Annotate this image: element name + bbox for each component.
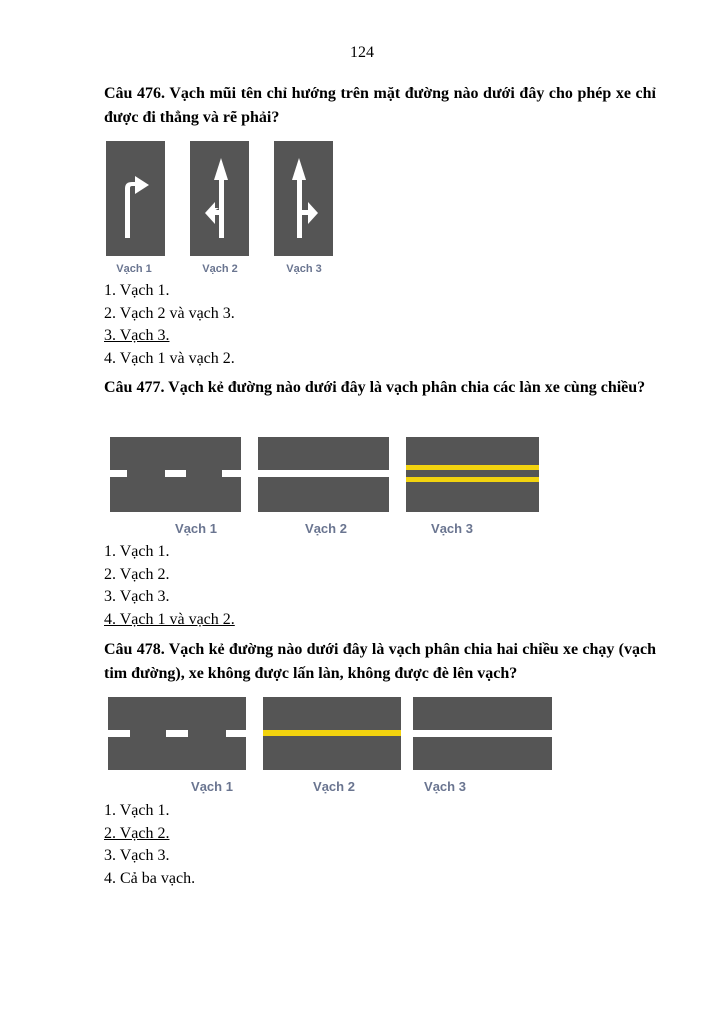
question-476-options [104, 280, 235, 370]
question-476-figure [104, 140, 336, 258]
center-marking-1 [108, 697, 246, 770]
dashed-white-line [222, 470, 241, 477]
road-tile [274, 141, 333, 256]
q478-caption-2: Vạch 2 [313, 779, 355, 794]
option-4: 4. Cả ba vạch. [104, 869, 196, 887]
option-3-correct: 3. Vạch 3. [104, 327, 170, 344]
question-476-text: Câu 476. Vạch mũi tên chỉ hướng trên mặt đường nào dưới đây cho phép xe chỉ được đi thẳng và rẽ phải? [104, 85, 656, 126]
solid-white-line [258, 470, 389, 477]
q478-caption-3: Vạch 3 [424, 779, 466, 794]
question-478-text: Câu 478. Vạch kẻ đường nào dưới đây là vạch phân chia hai chiều xe chạy (vạch tim đường), xe không được lấn làn, không được đè lên vạch? [104, 641, 656, 682]
question-477-figure [108, 436, 542, 514]
dashed-white-line [165, 470, 186, 477]
option-3: 3. Vạch 3. [104, 588, 170, 605]
question-478-figure [106, 696, 554, 772]
option-4-correct: 4. Vạch 1 và vạch 2. [104, 610, 235, 628]
solid-white-line [413, 730, 552, 737]
double-yellow-line [406, 477, 539, 482]
road-tile [106, 141, 165, 256]
double-yellow-line [406, 465, 539, 470]
solid-yellow-line [263, 730, 401, 736]
question-477-options [104, 541, 235, 631]
option-4: 4. Vạch 1 và vạch 2. [104, 349, 235, 367]
option-2: 2. Vạch 2 và vạch 3. [104, 304, 235, 322]
q476-caption-2: Vạch 2 [202, 263, 238, 275]
arrow-marking-3 [274, 141, 333, 256]
q476-caption-1: Vạch 1 [116, 263, 152, 275]
option-2: 2. Vạch 2. [104, 565, 170, 583]
q476-caption-3: Vạch 3 [286, 263, 322, 275]
center-marking-2 [263, 697, 401, 770]
road-tile [406, 437, 539, 512]
dashed-white-line [110, 470, 127, 477]
lane-marking-3 [406, 437, 539, 512]
question-478-options [104, 800, 195, 890]
arrow-marking-1 [106, 141, 165, 256]
question-477-text: Câu 477. Vạch kẻ đường nào dưới đây là vạch phân chia các làn xe cùng chiều? [104, 379, 646, 396]
q477-caption-1: Vạch 1 [175, 521, 217, 536]
q477-caption-3: Vạch 3 [431, 521, 473, 536]
dashed-white-line [166, 730, 188, 737]
option-3: 3. Vạch 3. [104, 847, 170, 864]
option-2-correct: 2. Vạch 2. [104, 824, 170, 842]
page-number: 124 [350, 44, 374, 61]
arrow-marking-2 [190, 141, 249, 256]
q477-caption-2: Vạch 2 [305, 521, 347, 536]
option-1: 1. Vạch 1. [104, 543, 170, 560]
dashed-white-line [108, 730, 130, 737]
q478-caption-1: Vạch 1 [191, 779, 233, 794]
lane-marking-2 [258, 437, 389, 512]
dashed-white-line [226, 730, 246, 737]
lane-marking-1 [110, 437, 241, 512]
option-1: 1. Vạch 1. [104, 282, 170, 299]
center-marking-3 [413, 697, 552, 770]
option-1: 1. Vạch 1. [104, 802, 170, 819]
